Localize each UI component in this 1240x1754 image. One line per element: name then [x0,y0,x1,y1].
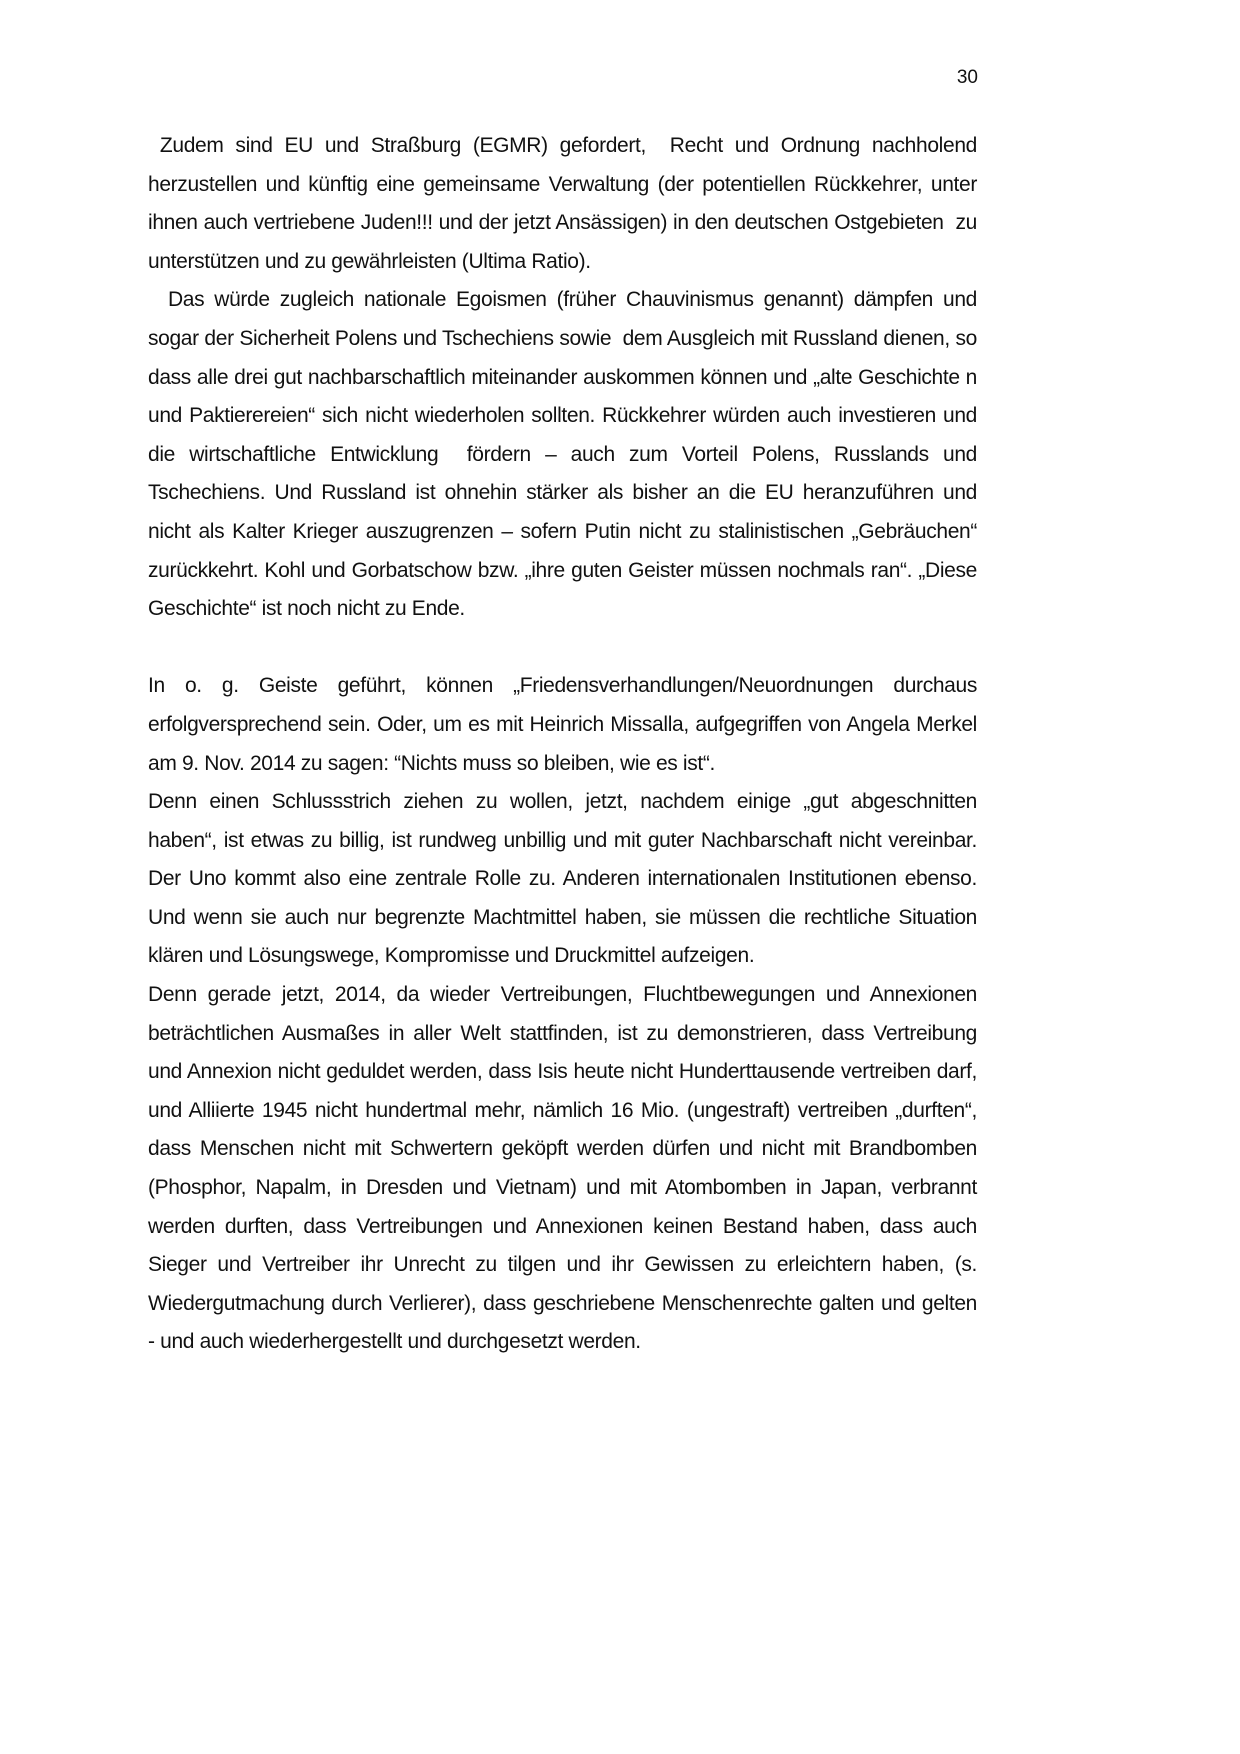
body-text [148,127,983,1362]
paragraph-eu-strasbourg: Zudem sind EU und Straßburg (EGMR) gefordert, Recht und Ordnung nachholend herzustellen und künftig eine gemeinsame Verwaltung (der potentiellen Rückkehrer, unter ihnen auch vertriebene Juden!!! und der jetzt Ansässigen) in den deutschen Ostgebieten zu unterstützen und zu gewährleisten (Ultima Ratio). [148,134,983,273]
paragraph-expulsions-2014: Denn gerade jetzt, 2014, da wieder Vertreibungen, Fluchtbewegungen und Annexionen beträchtlichen Ausmaßes in aller Welt stattfinden, ist zu demonstrieren, dass Vertreibung und Annexion nicht geduldet werden, dass Isis heute nicht Hunderttausende vertreiben darf, und Alliierte 1945 nicht hundertmal mehr, nämlich 16 Mio. (ungestraft) vertreiben „durften“, dass Menschen nicht mit Schwertern geköpft werden dürfen und nicht mit Brandbomben (Phosphor, Napalm, in Dresden und Vietnam) und mit Atombomben in Japan, verbrannt werden durften, dass Vertreibungen und Annexionen keinen Bestand haben, dass auch Sieger und Vertreiber ihr Unrecht zu tilgen und ihr Gewissen zu erleichtern haben, (s. Wiedergutmachung durch Verlierer), dass geschriebene Menschenrechte galten und gelten - und auch wiederhergestellt und durchgesetzt werden. [148,983,977,1354]
paragraph-national-egoisms: Das würde zugleich nationale Egoismen (früher Chauvinismus genannt) dämpfen und sogar der Sicherheit Polens und Tschechiens sowie dem Ausgleich mit Russland dienen, so dass alle drei gut nachbarschaftlich miteinander auskommen können und „alte Geschichte n und Paktierereien“ sich nicht wiederholen sollten. Rückkehrer würden auch investieren und die wirtschaftliche Entwicklung fördern – auch zum Vorteil Polens, Russlands und Tschechiens. Und Russland ist ohnehin stärker als bisher an die EU heranzuführen und nicht als Kalter Krieger auszugrenzen – sofern Putin nicht zu stalinistischen „Gebräuchen“ zurückkehrt. Kohl und Gorbatschow bzw. „ihre guten Geister müssen nochmals ran“. „Diese Geschichte“ ist noch nicht zu Ende. [148,288,983,621]
paragraph-schlussstrich: Denn einen Schlussstrich ziehen zu wollen, jetzt, nachdem einige „gut abgeschnitten haben“, ist etwas zu billig, ist rundweg unbillig und mit guter Nachbarschaft nicht vereinbar. Der Uno kommt also eine zentrale Rolle zu. Anderen internationalen Institutionen ebenso. Und wenn sie auch nur begrenzte Machtmittel haben, sie müssen die rechtliche Situation klären und Lösungswege, Kompromisse und Druckmittel aufzeigen. [148,790,977,968]
page-number: 30 [956,67,978,88]
paragraph-peace-negotiations: In o. g. Geiste geführt, können „Friedensverhandlungen/Neuordnungen durchaus erfolgversprechend sein. Oder, um es mit Heinrich Missalla, aufgegriffen von Angela Merkel am 9. Nov. 2014 zu sagen: “Nichts muss so bleiben, wie es ist“. [148,674,977,775]
